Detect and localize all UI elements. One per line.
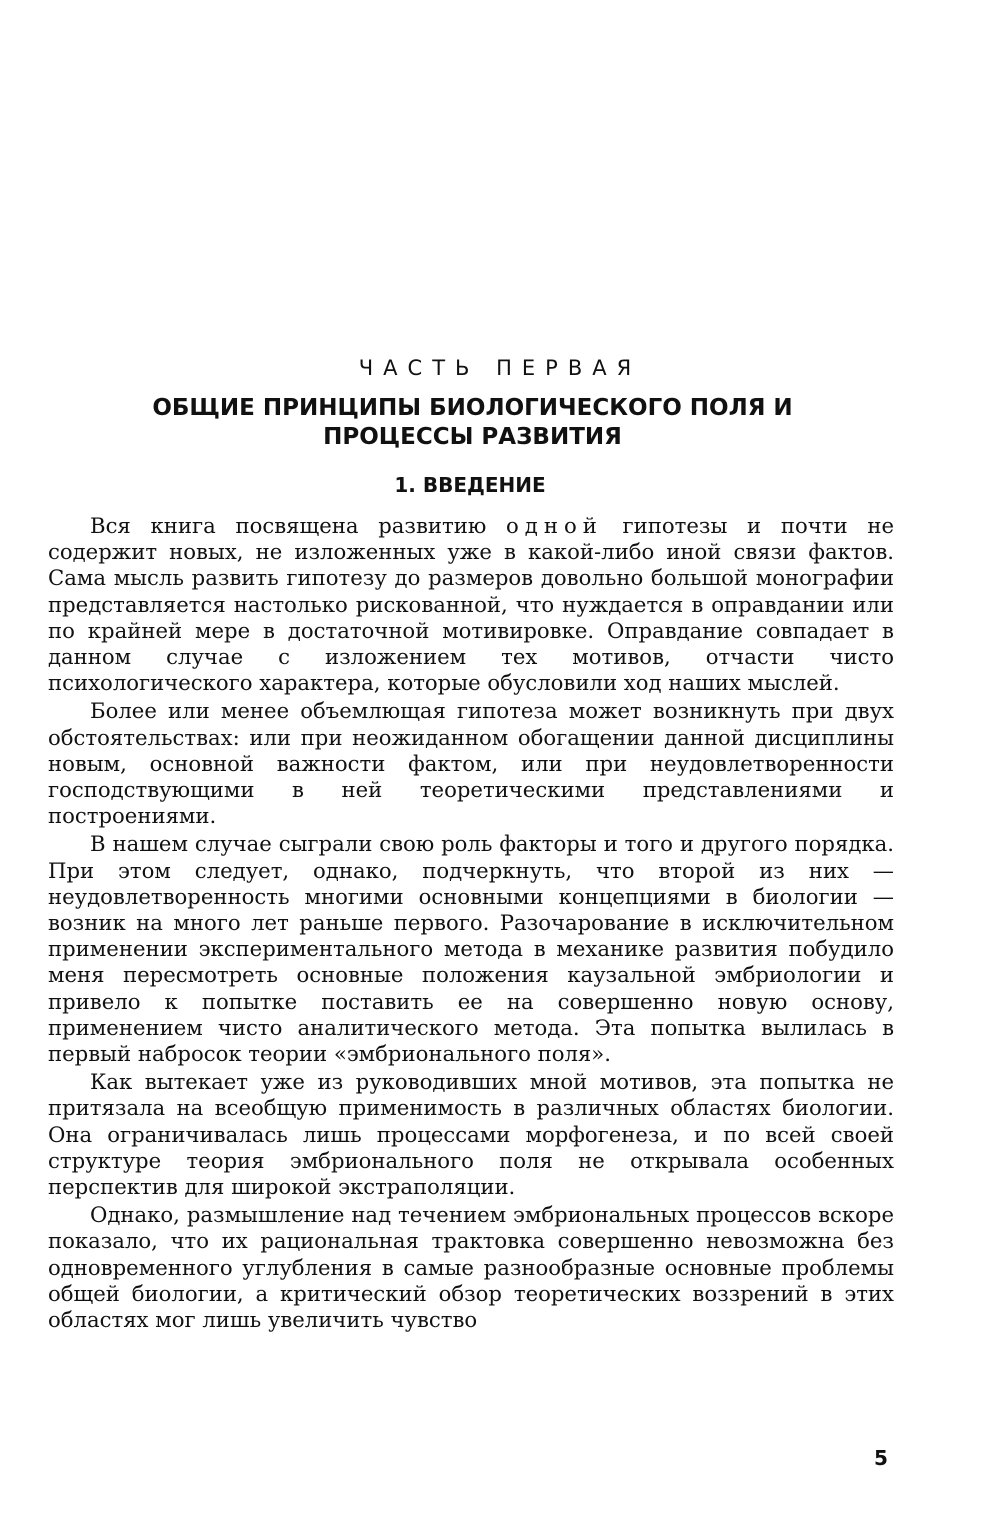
body-text bbox=[48, 513, 894, 1335]
page-number: 5 bbox=[874, 1446, 888, 1470]
emphasized-word: одной bbox=[506, 513, 603, 538]
paragraph-3: В нашем случае сыграли свою роль факторы и того и другого порядка. При этом следует, однако, подчеркнуть, что второй из них — неудовлетворенность многими основными концепциями в биологии — возник на много лет раньше первого. Разочарование в исключительном применении экспериментального метода в механике развития побудило меня пересмотреть основные положения каузальной эмбриологии и привело к попытке поставить ее на совершенно новую основу, применением чисто аналитического метода. Эта попытка вылилась в первый набросок теории «эмбрионального поля». bbox=[48, 831, 894, 1067]
paragraph-1 bbox=[48, 513, 894, 696]
paragraph-5: Однако, размышление над течением эмбриональных процессов вскоре показало, что их рациональная трактовка совершенно невозможна без одновременного углубления в самые разнообразные основные проблемы общей биологии, а критический обзор теоретических воззрений в этих областях мог лишь увеличить чувство bbox=[48, 1202, 894, 1333]
paragraph-2: Более или менее объемлющая гипотеза может возникнуть при двух обстоятельствах: или при неожиданном обогащении данной дисциплины новым, основной важности фактом, или при неудовлетворенности господствующими в ней теоретическими представлениями и построениями. bbox=[48, 698, 894, 829]
section-title: 1. ВВЕДЕНИЕ bbox=[394, 473, 546, 497]
paragraph-1-rest: гипотезы и почти не содержит новых, не изложенных уже в какой-либо иной связи фактов. Сама мысль развить гипотезу до размеров довольно большой монографии представляется настолько рискованной, что нуждается в оправдании или по крайней мере в достаточной мотивировке. Оправдание совпадает в данном случае с изложением тех мотивов, отчасти чисто психологического характера, которые обусловили ход наших мыслей. bbox=[48, 513, 894, 696]
part-label: ЧАСТЬ ПЕРВАЯ bbox=[358, 356, 642, 380]
paragraph-4: Как вытекает уже из руководивших мной мотивов, эта попытка не притязала на всеобщую применимость в различных областях биологии. Она ограничивалась лишь процессами морфогенеза, и по всей своей структуре теория эмбрионального поля не открывала особенных перспектив для широкой экстраполяции. bbox=[48, 1069, 894, 1200]
part-title: ОБЩИЕ ПРИНЦИПЫ БИОЛОГИЧЕСКОГО ПОЛЯ И ПРОЦЕССЫ РАЗВИТИЯ bbox=[152, 395, 793, 450]
paragraph-1-start: Вся книга посвящена развитию bbox=[90, 513, 507, 538]
